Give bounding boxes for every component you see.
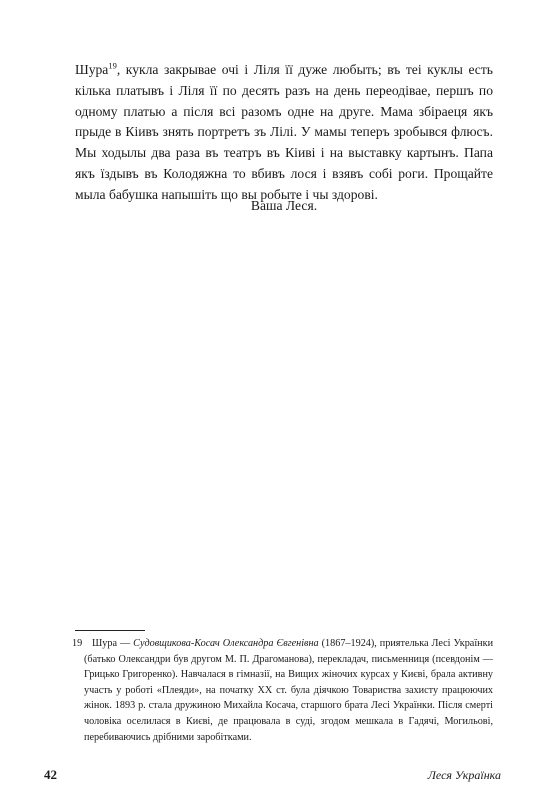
letter-body: [75, 60, 493, 206]
letter-signature: Ваша Леся.: [250, 198, 318, 213]
letter-first-word: Шура: [75, 62, 109, 77]
running-head: Леся Українка: [427, 768, 501, 782]
footnote-divider: [75, 630, 145, 631]
letter-text: , кукла закрывае очі і Ліля її дуже любыть; въ теі куклы есть кілька платывъ і Ліля її по десять разъ на день переодівае, першъ по одному платью а після всі разомъ одне на друге. Мама збіраеця якъ прыде в Кіивъ знять портретъ зъ Лілі. У мамы теперъ зробывся флюсъ. Мы ходылы два раза въ театръ въ Кіиві і на выставку картынъ. Папа якъ їздывъ въ Колодяжна то вбивъ лося і взявъ собі роги. Прощайте мыла бабушка напышіть що вы робыте і чы здорові.: [75, 62, 493, 202]
page-number: 42: [44, 767, 57, 782]
footnote-lead: Шура —: [92, 638, 131, 649]
footnote-reference[interactable]: 19: [108, 60, 117, 71]
footnote-text: (1867–1924), приятелька Лесі Українки (батько Олександри був другом М. П. Драгоманова), перекладач, письменниця (псевдонім — Грицько Григоренко). Навчалася в гімназії, на Вищих жіночих курсах у Києві, брала активну участь у роботі «Плеяди», на початку XX ст. була діячкою Товариства захисту працюючих жінок. 1893 р. стала дружиною Михайла Косача, старшого брата Лесі Українки. Після смерті чоловіка оселилася в Києві, де працювала в суді, згодом мешкала в Гадячі, Могильові, перебиваючись дрібними заробітками.: [84, 638, 494, 743]
footnote-number: 19: [72, 638, 83, 649]
footnote: [72, 636, 494, 745]
footnote-person-name: Судовщикова-Косач Олександра Євгенівна: [133, 638, 319, 649]
